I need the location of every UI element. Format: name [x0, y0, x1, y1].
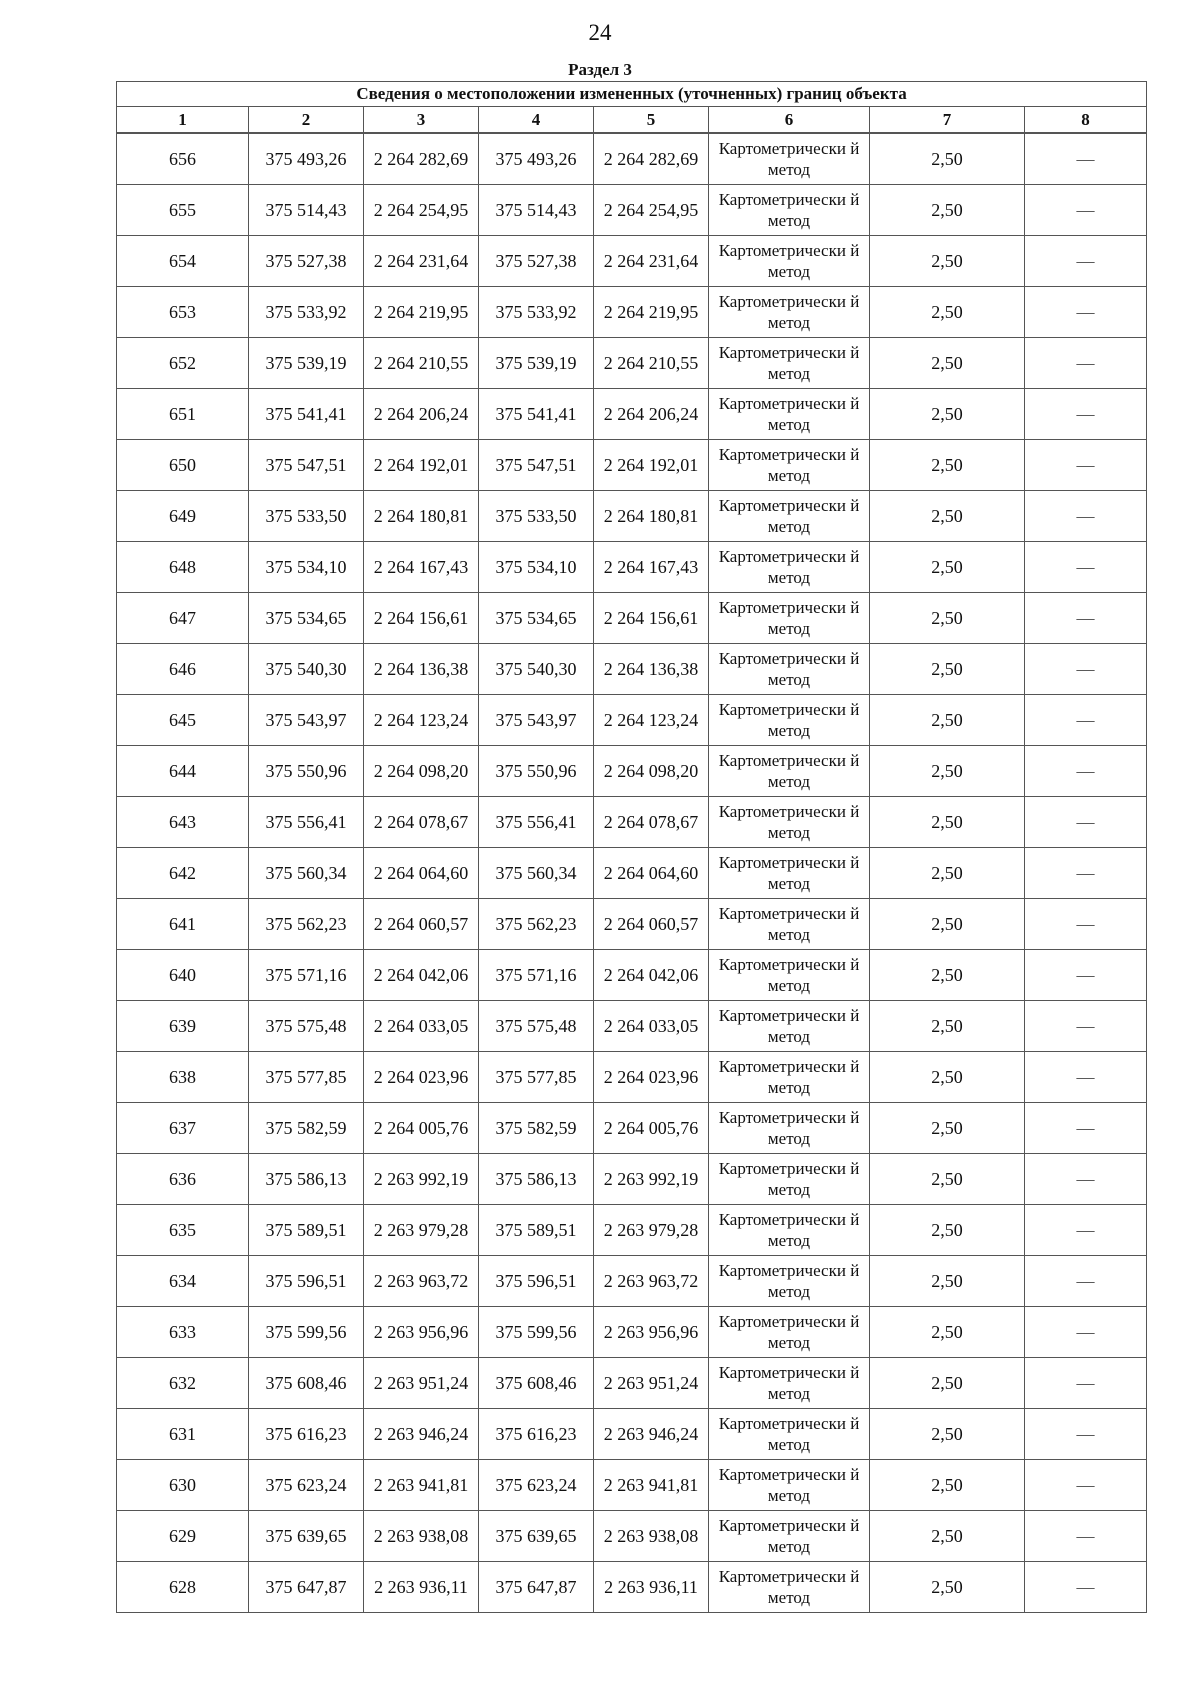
- method-cell: Картометрически й метод: [709, 1358, 870, 1409]
- note-cell: —: [1025, 797, 1147, 848]
- y-new-cell: 2 264 033,05: [594, 1001, 709, 1052]
- table-row: [117, 1052, 1147, 1103]
- point-number-cell: 646: [117, 644, 249, 695]
- table-row: [117, 1460, 1147, 1511]
- x-old-cell: 375 493,26: [249, 133, 364, 185]
- y-new-cell: 2 263 951,24: [594, 1358, 709, 1409]
- x-new-cell: 375 543,97: [479, 695, 594, 746]
- note-cell: —: [1025, 491, 1147, 542]
- accuracy-cell: 2,50: [870, 1103, 1025, 1154]
- y-old-cell: 2 263 936,11: [364, 1562, 479, 1613]
- accuracy-cell: 2,50: [870, 236, 1025, 287]
- x-old-cell: 375 534,65: [249, 593, 364, 644]
- method-cell: Картометрически й метод: [709, 338, 870, 389]
- y-new-cell: 2 263 979,28: [594, 1205, 709, 1256]
- point-number-cell: 635: [117, 1205, 249, 1256]
- y-new-cell: 2 263 963,72: [594, 1256, 709, 1307]
- x-old-cell: 375 616,23: [249, 1409, 364, 1460]
- method-cell: Картометрически й метод: [709, 1562, 870, 1613]
- x-old-cell: 375 623,24: [249, 1460, 364, 1511]
- table-row: [117, 1307, 1147, 1358]
- point-number-cell: 640: [117, 950, 249, 1001]
- point-number-cell: 641: [117, 899, 249, 950]
- point-number-cell: 652: [117, 338, 249, 389]
- accuracy-cell: 2,50: [870, 1562, 1025, 1613]
- x-new-cell: 375 539,19: [479, 338, 594, 389]
- note-cell: —: [1025, 133, 1147, 185]
- table-row: [117, 1103, 1147, 1154]
- table-row: [117, 287, 1147, 338]
- method-cell: Картометрически й метод: [709, 848, 870, 899]
- accuracy-cell: 2,50: [870, 1511, 1025, 1562]
- x-new-cell: 375 571,16: [479, 950, 594, 1001]
- point-number-cell: 644: [117, 746, 249, 797]
- y-new-cell: 2 264 167,43: [594, 542, 709, 593]
- method-cell: Картометрически й метод: [709, 899, 870, 950]
- table-row: [117, 1358, 1147, 1409]
- note-cell: —: [1025, 1103, 1147, 1154]
- method-cell: Картометрически й метод: [709, 491, 870, 542]
- accuracy-cell: 2,50: [870, 1460, 1025, 1511]
- point-number-cell: 643: [117, 797, 249, 848]
- x-new-cell: 375 540,30: [479, 644, 594, 695]
- x-old-cell: 375 571,16: [249, 950, 364, 1001]
- x-old-cell: 375 539,19: [249, 338, 364, 389]
- table-body: [117, 133, 1147, 1613]
- y-old-cell: 2 264 167,43: [364, 542, 479, 593]
- table-row: [117, 950, 1147, 1001]
- y-old-cell: 2 263 946,24: [364, 1409, 479, 1460]
- y-old-cell: 2 264 254,95: [364, 185, 479, 236]
- y-new-cell: 2 263 956,96: [594, 1307, 709, 1358]
- x-old-cell: 375 582,59: [249, 1103, 364, 1154]
- accuracy-cell: 2,50: [870, 338, 1025, 389]
- accuracy-cell: 2,50: [870, 133, 1025, 185]
- y-old-cell: 2 263 941,81: [364, 1460, 479, 1511]
- note-cell: —: [1025, 1409, 1147, 1460]
- point-number-cell: 629: [117, 1511, 249, 1562]
- point-number-cell: 630: [117, 1460, 249, 1511]
- method-cell: Картометрически й метод: [709, 593, 870, 644]
- note-cell: —: [1025, 338, 1147, 389]
- method-cell: Картометрически й метод: [709, 1307, 870, 1358]
- table-row: [117, 1511, 1147, 1562]
- x-new-cell: 375 616,23: [479, 1409, 594, 1460]
- accuracy-cell: 2,50: [870, 695, 1025, 746]
- column-number: 6: [709, 107, 870, 134]
- x-new-cell: 375 582,59: [479, 1103, 594, 1154]
- x-new-cell: 375 599,56: [479, 1307, 594, 1358]
- x-old-cell: 375 560,34: [249, 848, 364, 899]
- table-row: [117, 1001, 1147, 1052]
- note-cell: —: [1025, 185, 1147, 236]
- accuracy-cell: 2,50: [870, 1205, 1025, 1256]
- x-old-cell: 375 575,48: [249, 1001, 364, 1052]
- note-cell: —: [1025, 848, 1147, 899]
- method-cell: Картометрически й метод: [709, 746, 870, 797]
- note-cell: —: [1025, 542, 1147, 593]
- accuracy-cell: 2,50: [870, 950, 1025, 1001]
- y-new-cell: 2 263 938,08: [594, 1511, 709, 1562]
- accuracy-cell: 2,50: [870, 899, 1025, 950]
- x-new-cell: 375 541,41: [479, 389, 594, 440]
- table-caption: Сведения о местоположении измененных (уточненных) границ объекта: [117, 82, 1147, 107]
- method-cell: Картометрически й метод: [709, 1460, 870, 1511]
- x-old-cell: 375 514,43: [249, 185, 364, 236]
- method-cell: Картометрически й метод: [709, 1256, 870, 1307]
- x-new-cell: 375 608,46: [479, 1358, 594, 1409]
- table-row: [117, 1154, 1147, 1205]
- note-cell: —: [1025, 1154, 1147, 1205]
- method-cell: Картометрически й метод: [709, 389, 870, 440]
- x-new-cell: 375 560,34: [479, 848, 594, 899]
- x-old-cell: 375 534,10: [249, 542, 364, 593]
- accuracy-cell: 2,50: [870, 848, 1025, 899]
- note-cell: —: [1025, 1052, 1147, 1103]
- y-old-cell: 2 264 078,67: [364, 797, 479, 848]
- accuracy-cell: 2,50: [870, 1001, 1025, 1052]
- method-cell: Картометрически й метод: [709, 542, 870, 593]
- accuracy-cell: 2,50: [870, 491, 1025, 542]
- method-cell: Картометрически й метод: [709, 1001, 870, 1052]
- x-old-cell: 375 596,51: [249, 1256, 364, 1307]
- point-number-cell: 631: [117, 1409, 249, 1460]
- note-cell: —: [1025, 1001, 1147, 1052]
- note-cell: —: [1025, 593, 1147, 644]
- table-row: [117, 542, 1147, 593]
- y-new-cell: 2 264 136,38: [594, 644, 709, 695]
- table-row: [117, 848, 1147, 899]
- y-old-cell: 2 263 963,72: [364, 1256, 479, 1307]
- point-number-cell: 642: [117, 848, 249, 899]
- note-cell: —: [1025, 644, 1147, 695]
- note-cell: —: [1025, 1460, 1147, 1511]
- x-old-cell: 375 540,30: [249, 644, 364, 695]
- x-old-cell: 375 589,51: [249, 1205, 364, 1256]
- x-new-cell: 375 589,51: [479, 1205, 594, 1256]
- column-number: 8: [1025, 107, 1147, 134]
- x-new-cell: 375 562,23: [479, 899, 594, 950]
- y-old-cell: 2 264 064,60: [364, 848, 479, 899]
- point-number-cell: 628: [117, 1562, 249, 1613]
- point-number-cell: 650: [117, 440, 249, 491]
- y-old-cell: 2 264 023,96: [364, 1052, 479, 1103]
- accuracy-cell: 2,50: [870, 542, 1025, 593]
- x-new-cell: 375 493,26: [479, 133, 594, 185]
- x-old-cell: 375 639,65: [249, 1511, 364, 1562]
- point-number-cell: 651: [117, 389, 249, 440]
- point-number-cell: 638: [117, 1052, 249, 1103]
- table-row: [117, 389, 1147, 440]
- x-new-cell: 375 533,50: [479, 491, 594, 542]
- x-old-cell: 375 527,38: [249, 236, 364, 287]
- y-new-cell: 2 264 180,81: [594, 491, 709, 542]
- y-new-cell: 2 264 023,96: [594, 1052, 709, 1103]
- x-new-cell: 375 533,92: [479, 287, 594, 338]
- method-cell: Картометрически й метод: [709, 1511, 870, 1562]
- column-number: 2: [249, 107, 364, 134]
- accuracy-cell: 2,50: [870, 1409, 1025, 1460]
- method-cell: Картометрически й метод: [709, 797, 870, 848]
- x-new-cell: 375 596,51: [479, 1256, 594, 1307]
- y-new-cell: 2 264 123,24: [594, 695, 709, 746]
- point-number-cell: 634: [117, 1256, 249, 1307]
- y-new-cell: 2 264 098,20: [594, 746, 709, 797]
- point-number-cell: 654: [117, 236, 249, 287]
- note-cell: —: [1025, 950, 1147, 1001]
- method-cell: Картометрически й метод: [709, 133, 870, 185]
- y-old-cell: 2 263 956,96: [364, 1307, 479, 1358]
- x-old-cell: 375 547,51: [249, 440, 364, 491]
- point-number-cell: 639: [117, 1001, 249, 1052]
- note-cell: —: [1025, 1562, 1147, 1613]
- method-cell: Картометрически й метод: [709, 1205, 870, 1256]
- accuracy-cell: 2,50: [870, 1052, 1025, 1103]
- table-row: [117, 695, 1147, 746]
- x-new-cell: 375 527,38: [479, 236, 594, 287]
- y-old-cell: 2 264 180,81: [364, 491, 479, 542]
- y-old-cell: 2 264 005,76: [364, 1103, 479, 1154]
- x-old-cell: 375 608,46: [249, 1358, 364, 1409]
- table-row: [117, 797, 1147, 848]
- table-row: [117, 644, 1147, 695]
- table-row: [117, 491, 1147, 542]
- note-cell: —: [1025, 440, 1147, 491]
- x-new-cell: 375 556,41: [479, 797, 594, 848]
- y-new-cell: 2 263 946,24: [594, 1409, 709, 1460]
- x-old-cell: 375 533,50: [249, 491, 364, 542]
- y-new-cell: 2 264 219,95: [594, 287, 709, 338]
- table-row: [117, 1562, 1147, 1613]
- accuracy-cell: 2,50: [870, 287, 1025, 338]
- y-old-cell: 2 264 042,06: [364, 950, 479, 1001]
- x-new-cell: 375 623,24: [479, 1460, 594, 1511]
- note-cell: —: [1025, 1205, 1147, 1256]
- y-new-cell: 2 264 060,57: [594, 899, 709, 950]
- method-cell: Картометрически й метод: [709, 440, 870, 491]
- y-old-cell: 2 264 210,55: [364, 338, 479, 389]
- method-cell: Картометрически й метод: [709, 185, 870, 236]
- note-cell: —: [1025, 695, 1147, 746]
- point-number-cell: 648: [117, 542, 249, 593]
- y-old-cell: 2 264 060,57: [364, 899, 479, 950]
- x-new-cell: 375 534,10: [479, 542, 594, 593]
- column-number: 1: [117, 107, 249, 134]
- y-old-cell: 2 264 219,95: [364, 287, 479, 338]
- accuracy-cell: 2,50: [870, 1307, 1025, 1358]
- column-number: 3: [364, 107, 479, 134]
- x-new-cell: 375 547,51: [479, 440, 594, 491]
- y-new-cell: 2 264 156,61: [594, 593, 709, 644]
- y-old-cell: 2 264 156,61: [364, 593, 479, 644]
- y-old-cell: 2 263 992,19: [364, 1154, 479, 1205]
- accuracy-cell: 2,50: [870, 797, 1025, 848]
- table-row: [117, 746, 1147, 797]
- point-number-cell: 636: [117, 1154, 249, 1205]
- y-old-cell: 2 264 033,05: [364, 1001, 479, 1052]
- note-cell: —: [1025, 236, 1147, 287]
- table-row: [117, 1409, 1147, 1460]
- method-cell: Картометрически й метод: [709, 1154, 870, 1205]
- y-old-cell: 2 263 951,24: [364, 1358, 479, 1409]
- accuracy-cell: 2,50: [870, 1358, 1025, 1409]
- method-cell: Картометрически й метод: [709, 644, 870, 695]
- x-old-cell: 375 577,85: [249, 1052, 364, 1103]
- boundary-coordinates-table: [116, 81, 1147, 1613]
- table-row: [117, 1205, 1147, 1256]
- note-cell: —: [1025, 1307, 1147, 1358]
- table-row: [117, 338, 1147, 389]
- table-row: [117, 185, 1147, 236]
- section-title: Раздел 3: [568, 60, 632, 79]
- y-new-cell: 2 263 936,11: [594, 1562, 709, 1613]
- accuracy-cell: 2,50: [870, 593, 1025, 644]
- x-old-cell: 375 550,96: [249, 746, 364, 797]
- note-cell: —: [1025, 746, 1147, 797]
- x-old-cell: 375 586,13: [249, 1154, 364, 1205]
- x-new-cell: 375 639,65: [479, 1511, 594, 1562]
- point-number-cell: 632: [117, 1358, 249, 1409]
- x-new-cell: 375 586,13: [479, 1154, 594, 1205]
- y-old-cell: 2 264 206,24: [364, 389, 479, 440]
- point-number-cell: 637: [117, 1103, 249, 1154]
- y-new-cell: 2 264 282,69: [594, 133, 709, 185]
- table-row: [117, 440, 1147, 491]
- y-old-cell: 2 264 192,01: [364, 440, 479, 491]
- x-old-cell: 375 533,92: [249, 287, 364, 338]
- y-new-cell: 2 264 254,95: [594, 185, 709, 236]
- note-cell: —: [1025, 1358, 1147, 1409]
- y-old-cell: 2 263 938,08: [364, 1511, 479, 1562]
- accuracy-cell: 2,50: [870, 440, 1025, 491]
- y-new-cell: 2 264 005,76: [594, 1103, 709, 1154]
- note-cell: —: [1025, 1256, 1147, 1307]
- x-old-cell: 375 599,56: [249, 1307, 364, 1358]
- table-row: [117, 1256, 1147, 1307]
- column-number: 5: [594, 107, 709, 134]
- point-number-cell: 645: [117, 695, 249, 746]
- x-old-cell: 375 562,23: [249, 899, 364, 950]
- table-row: [117, 133, 1147, 185]
- y-old-cell: 2 263 979,28: [364, 1205, 479, 1256]
- accuracy-cell: 2,50: [870, 1256, 1025, 1307]
- note-cell: —: [1025, 389, 1147, 440]
- accuracy-cell: 2,50: [870, 1154, 1025, 1205]
- point-number-cell: 647: [117, 593, 249, 644]
- x-new-cell: 375 534,65: [479, 593, 594, 644]
- y-old-cell: 2 264 123,24: [364, 695, 479, 746]
- accuracy-cell: 2,50: [870, 644, 1025, 695]
- note-cell: —: [1025, 287, 1147, 338]
- y-old-cell: 2 264 231,64: [364, 236, 479, 287]
- note-cell: —: [1025, 1511, 1147, 1562]
- method-cell: Картометрически й метод: [709, 236, 870, 287]
- y-new-cell: 2 264 078,67: [594, 797, 709, 848]
- accuracy-cell: 2,50: [870, 389, 1025, 440]
- x-old-cell: 375 647,87: [249, 1562, 364, 1613]
- x-old-cell: 375 556,41: [249, 797, 364, 848]
- page-number: 24: [588, 20, 612, 45]
- accuracy-cell: 2,50: [870, 746, 1025, 797]
- y-new-cell: 2 263 992,19: [594, 1154, 709, 1205]
- point-number-cell: 633: [117, 1307, 249, 1358]
- y-old-cell: 2 264 098,20: [364, 746, 479, 797]
- point-number-cell: 656: [117, 133, 249, 185]
- y-old-cell: 2 264 282,69: [364, 133, 479, 185]
- table-row: [117, 593, 1147, 644]
- y-new-cell: 2 264 192,01: [594, 440, 709, 491]
- point-number-cell: 653: [117, 287, 249, 338]
- method-cell: Картометрически й метод: [709, 1409, 870, 1460]
- table-row: [117, 236, 1147, 287]
- method-cell: Картометрически й метод: [709, 950, 870, 1001]
- column-number-row: [117, 107, 1147, 134]
- point-number-cell: 655: [117, 185, 249, 236]
- method-cell: Картометрически й метод: [709, 287, 870, 338]
- y-new-cell: 2 263 941,81: [594, 1460, 709, 1511]
- note-cell: —: [1025, 899, 1147, 950]
- point-number-cell: 649: [117, 491, 249, 542]
- y-new-cell: 2 264 042,06: [594, 950, 709, 1001]
- x-new-cell: 375 514,43: [479, 185, 594, 236]
- x-new-cell: 375 577,85: [479, 1052, 594, 1103]
- y-new-cell: 2 264 064,60: [594, 848, 709, 899]
- column-number: 4: [479, 107, 594, 134]
- x-old-cell: 375 541,41: [249, 389, 364, 440]
- accuracy-cell: 2,50: [870, 185, 1025, 236]
- y-new-cell: 2 264 206,24: [594, 389, 709, 440]
- y-old-cell: 2 264 136,38: [364, 644, 479, 695]
- method-cell: Картометрически й метод: [709, 695, 870, 746]
- table-row: [117, 899, 1147, 950]
- method-cell: Картометрически й метод: [709, 1103, 870, 1154]
- method-cell: Картометрически й метод: [709, 1052, 870, 1103]
- x-new-cell: 375 575,48: [479, 1001, 594, 1052]
- x-new-cell: 375 647,87: [479, 1562, 594, 1613]
- x-new-cell: 375 550,96: [479, 746, 594, 797]
- x-old-cell: 375 543,97: [249, 695, 364, 746]
- y-new-cell: 2 264 210,55: [594, 338, 709, 389]
- y-new-cell: 2 264 231,64: [594, 236, 709, 287]
- column-number: 7: [870, 107, 1025, 134]
